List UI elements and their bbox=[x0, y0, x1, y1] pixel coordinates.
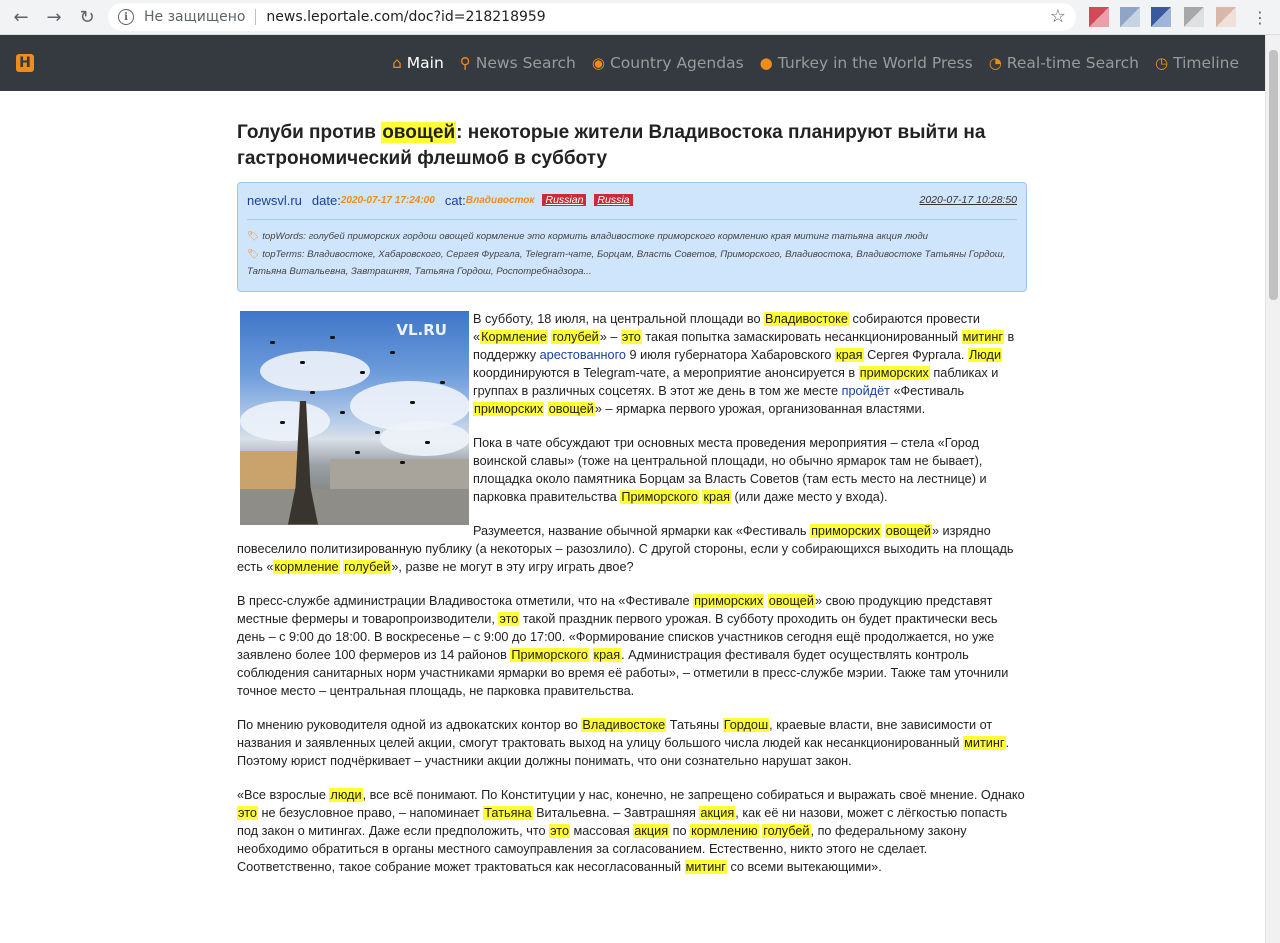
article-meta-box bbox=[237, 182, 1027, 292]
page-scrollbar[interactable] bbox=[1265, 35, 1280, 943]
nav-item-label: Country Agendas bbox=[609, 54, 744, 72]
reload-icon[interactable]: ↻ bbox=[79, 6, 95, 28]
scrollbar-thumb[interactable] bbox=[1269, 50, 1278, 300]
bookmark-star-icon[interactable]: ☆ bbox=[1049, 6, 1066, 27]
paragraph-1: В субботу, 18 июля, на центральной площади во Владивостоке собираются провести «Кормление голубей» – это такая попытка замаскировать несанкционированный митинг в поддержку арестованного 9 июля губернатора Хабаровского края Сергея Фургала. Люди координируются в Telegram-чате, а мероприятие анонсируется в приморских пабликах и группах в различных соцсетях. В этот же день в том же месте пройдёт «Фестиваль приморских овощей» – ярмарка первого урожая, организованная властями. bbox=[473, 311, 1015, 416]
paragraph-2: Пока в чате обсуждают три основных места проведения мероприятия – стела «Город воинской славы» (тоже на центральной площади, но обычно ярмарок там не бывает), площадка около памятника Борцам за Власть Советов (там есть место на лестнице) и парковка правительства Приморского края (или даже место у входа). bbox=[473, 435, 987, 504]
extension-icon-3[interactable] bbox=[1151, 7, 1171, 27]
address-bar[interactable] bbox=[108, 3, 1076, 31]
extension-icon-1[interactable] bbox=[1089, 7, 1109, 27]
home-icon: ⌂ bbox=[392, 54, 402, 72]
fire-icon: ◉ bbox=[591, 54, 605, 72]
omnibox-divider bbox=[255, 9, 256, 25]
paragraph-6: «Все взрослые люди, все всё понимают. По Конституции у нас, конечно, не запрещено собираться и выражать своё мнение. Однако это не безусловное право, – напоминает Татьяна Витальевна. – Завтрашняя акция, как её ни назови, может с лёгкостью попасть под закон о митингах. Даже если предположить, что это массовая акция по кормлению голубей, по федеральному закону необходимо обратиться в органы местного самоуправления за согласованием. Естественно, никто этого не сделает. Соответственно, такое собрание может трактоваться как несогласованный митинг со всеми вытекающими». bbox=[237, 787, 1025, 874]
nav-item-turkey-world-press[interactable] bbox=[760, 54, 973, 72]
forward-icon[interactable]: → bbox=[46, 6, 62, 28]
nav-item-label: Timeline bbox=[1173, 54, 1239, 72]
nav-item-label: Main bbox=[406, 54, 444, 72]
language-tag[interactable]: Russian bbox=[542, 194, 586, 206]
nav-item-label: Turkey in the World Press bbox=[777, 54, 973, 72]
paragraph-4: В пресс-службе администрации Владивостока отметили, что на «Фестивале приморских овощей» свою продукцию представят местные фермеры и товаропроизводители, это такой праздник первого урожая. В субботу проходить он будет практически весь день – с 9:00 до 18:00. В воскресенье – с 9:00 до 17:00. «Формирование списков участников сегодня ещё продолжается, но уже заявлено более 100 фермеров из 14 районов Приморского края. Администрация фестиваля будет осуществлять контроль соблюдения санитарных норм участниками ярмарки во время её работы», – отметили в пресс-службе мэрии. Также там уточнили точное место – центральная площадь, не парковка правительства. bbox=[237, 593, 1009, 698]
nav-item-realtime-search[interactable] bbox=[989, 54, 1139, 72]
main-menu bbox=[376, 35, 1239, 91]
article-body bbox=[237, 310, 1027, 876]
category-label: cat: bbox=[444, 192, 466, 208]
extension-icon-4[interactable] bbox=[1184, 7, 1204, 27]
article-link[interactable]: арестованного bbox=[539, 347, 626, 362]
extension-icon-5[interactable] bbox=[1216, 7, 1236, 27]
tags-icon: 🏷 bbox=[247, 231, 260, 242]
photo-watermark: VL.RU bbox=[396, 320, 447, 339]
browser-toolbar bbox=[0, 0, 1280, 35]
top-terms-line bbox=[247, 246, 1017, 281]
article-link[interactable]: пройдёт bbox=[841, 383, 890, 398]
crawl-date: 2020-07-17 10:28:50 bbox=[919, 194, 1017, 206]
top-words-text: topWords: голубей приморских гордош овощей кормление это кормить владивостоке приморского кормлению края митинг татьяна акция люди bbox=[262, 231, 929, 242]
article-title: Голуби против овощей: некоторые жители Владивостока планируют выйти на гастрономический флешмоб в субботу bbox=[237, 122, 986, 169]
extension-icon-2[interactable] bbox=[1120, 7, 1140, 27]
nav-item-label: News Search bbox=[475, 54, 576, 72]
paragraph-3: Разумеется, название обычной ярмарки как «Фестиваль приморских овощей» изрядно повеселило политизированную публику (а некоторых – разозлило). С другой стороны, если у собирающихся выходить на площадь есть «кормление голубей», разве не могут в эту игру играть двое? bbox=[237, 523, 1014, 574]
info-icon[interactable]: i bbox=[118, 9, 134, 25]
rss-icon: ◔ bbox=[988, 54, 1002, 72]
top-words-line bbox=[247, 228, 1017, 246]
search-icon: ⚲ bbox=[459, 54, 471, 72]
url-text[interactable]: news.leportale.com/doc?id=218218959 bbox=[266, 9, 546, 25]
site-navbar bbox=[0, 35, 1265, 91]
nav-item-country-agendas[interactable] bbox=[592, 54, 744, 72]
clock-icon: ◷ bbox=[1155, 54, 1169, 72]
top-terms-text: topTerms: Владивостоке, Хабаровского, Сергея Фургала, Telegram-чате, Борцам, Власть Советов, Приморского, Владивостока, Владивостоке Татьяны Гордош, Татьяна Витальевна, Завтрашняя, Татьяна Гордош, Роспотребнадзора... bbox=[247, 248, 1006, 277]
site-logo[interactable]: H bbox=[16, 54, 34, 72]
browser-menu-icon[interactable]: ⋮ bbox=[1252, 7, 1268, 27]
nav-item-timeline[interactable] bbox=[1155, 54, 1239, 72]
date-label: date: bbox=[311, 192, 341, 208]
globe-icon: ● bbox=[759, 54, 773, 72]
tags-icon: 🏷 bbox=[247, 248, 260, 260]
source-link[interactable]: newsvl.ru bbox=[247, 192, 302, 208]
paragraph-5: По мнению руководителя одной из адвокатских контор во Владивостоке Татьяны Гордош, краевые власти, вне зависимости от названия и заявленных целей акции, смогут трактовать выход на улицу большого числа людей как несанкционированный митинг. Поэтому юрист подчёркивает – участники акции должны понимать, что они сознательно нарушат закон. bbox=[237, 717, 1010, 768]
article-container bbox=[237, 120, 1027, 892]
nav-item-label: Real-time Search bbox=[1006, 54, 1139, 72]
security-label: Не защищено bbox=[144, 9, 246, 25]
article-photo bbox=[240, 311, 469, 525]
back-icon[interactable]: ← bbox=[13, 6, 29, 28]
nav-item-main[interactable] bbox=[392, 54, 444, 72]
country-tag[interactable]: Russia bbox=[594, 194, 632, 206]
date-value: 2020-07-17 17:24:00 bbox=[340, 194, 435, 206]
meta-divider bbox=[247, 219, 1017, 220]
nav-item-news-search[interactable] bbox=[460, 54, 576, 72]
category-value[interactable]: Владивосток bbox=[465, 194, 535, 206]
